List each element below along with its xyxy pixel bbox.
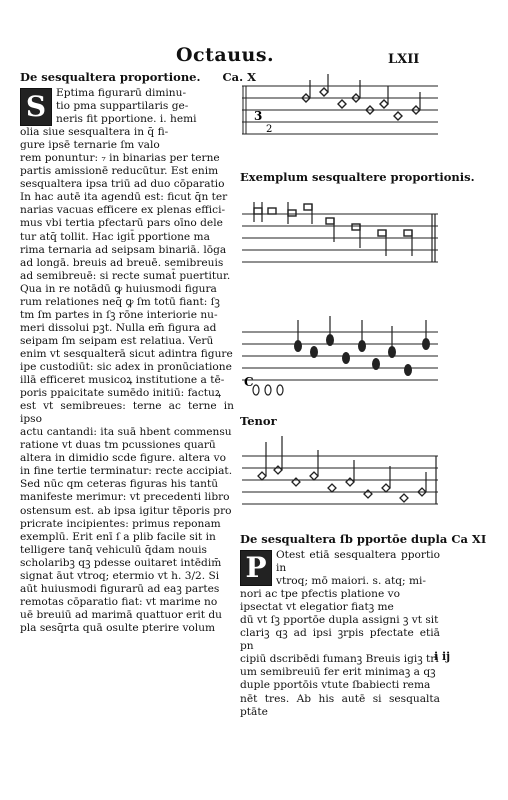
left-text-line: rum relationes neq̄ ꝙ ſm totū fiant: ſꝫ	[20, 295, 220, 308]
right-text-line: dū vt ſꝫ pportōe dupla assigni ꝫ vt sit	[240, 614, 439, 627]
left-text-line: tur atq̄ tollit. Hac igit̄ pportione ma	[20, 230, 210, 243]
left-text-line: Eptima figurarū diminu-	[56, 87, 187, 99]
left-text-line: ratione vt duas tm pcussiones quarū	[20, 439, 216, 452]
left-text-line: tm ſm partes in ſꝫ rōne interiorie nu-	[20, 308, 218, 321]
music-staff-1	[240, 58, 440, 142]
left-text-line: ipe custodiūt: sic adex in pronūciatione	[20, 360, 232, 373]
left-text-line: partis amissionē reducūtur. Est enim	[20, 165, 219, 178]
chapter-body-left	[20, 87, 234, 635]
mensuration-denominator: 2	[266, 124, 273, 135]
left-text-line: sesqualtera ipsa triū ad duo cōparatio	[20, 178, 225, 191]
right-text-line: duple pportōis vtute ſbabiecti rema	[240, 679, 431, 692]
left-text-line: seipam ſm seipam est relatiua. Verū	[20, 334, 214, 347]
right-text-line: vtroq; mō maiori. s. atq; mi-	[276, 575, 426, 588]
left-text-line: manifeste merimur: vt precedenti libro	[20, 491, 230, 504]
right-text-line: nori ac tpe pfectis platione vo	[240, 588, 400, 601]
left-text-line: mus vbi tertia pfectarū pars oīno dele	[20, 217, 223, 230]
left-text-line: actu cantandi: ita suā hbent commensu	[20, 426, 232, 439]
music-staff-3	[240, 310, 440, 402]
left-text-line: remotas cōparatio fiat: vt marime no	[20, 595, 218, 608]
right-text-line: nēt tres. Ab his autē si sesqualta ptāte	[240, 692, 440, 718]
left-text-line: rima ternaria ad seipsam binariā. lōga	[20, 243, 227, 256]
chapter-number-right: Ca XI	[451, 532, 487, 546]
left-text-line: scholaribꝫ qꝫ pdesse ouitaret intēdim̄	[20, 556, 222, 569]
left-text-line: rem ponuntur: ₇ in binarias per terne	[20, 152, 220, 165]
left-text-line: ostensum est. ab ipsa igitur tēporis pro	[20, 504, 232, 517]
chapter-heading-left	[20, 70, 257, 85]
right-text-line: Otest etiā sesqualtera pportio in	[276, 549, 440, 575]
left-text-line: gure ipsē ternarie ſm valo	[20, 139, 160, 152]
music-staff-4	[240, 432, 440, 524]
left-text-line: tio pma suppartilaris ge-	[56, 100, 189, 113]
right-text-line: um semibreuiū fer erit minimaꝫ a qꝫ	[240, 666, 436, 679]
left-text-line: est vt semibreues: terne ac terne in ipso	[20, 400, 234, 426]
chapter-number: Ca. X	[222, 70, 257, 84]
left-text-line: poris ppaicitate sumēdo initiū: factuꝝ	[20, 387, 221, 400]
left-column	[20, 70, 257, 635]
left-text-line: meri dissolui pꝫt. Nulla em̄ figura ad	[20, 321, 217, 334]
left-text-line: ad longā. breuis ad breuē. semibreuis	[20, 256, 224, 269]
left-text-line: ad semibreuē: si recte sumat̄ puertitur.	[20, 269, 231, 282]
right-text-line: ipsectat vt elegatior fiatꝫ me	[240, 601, 394, 614]
left-text-line: olia siue sesqualtera in q̄ fi-	[20, 126, 169, 139]
left-text-line: In hac autē ita agendū est: ficut q̄n ter	[20, 191, 228, 204]
folio-number: LXII	[388, 52, 420, 67]
left-text-line: signat āut vtroq; etermio vt h. 3/2. Si	[20, 569, 220, 582]
chapter-title: De sesqualtera proportione.	[20, 70, 201, 84]
decorated-initial-s: S	[20, 88, 52, 126]
left-text-line: pla sesq̄rta quā osulte pterire volum	[20, 621, 216, 634]
signature-mark: i ij	[434, 650, 451, 663]
music-staff-2	[240, 196, 440, 280]
left-text-line: pricrate incipientes: primus reponam	[20, 517, 221, 530]
left-text-line: narias vacuas efficere ex plenas effici-	[20, 204, 226, 217]
example-label: Exemplum sesqualtere proportionis.	[240, 170, 475, 184]
left-text-line: uē breuiū ad marimā quattuor erit du	[20, 608, 223, 621]
decorated-initial-p: P	[240, 550, 272, 586]
chapter-heading-right	[240, 532, 487, 547]
c-clef: C	[244, 375, 254, 389]
right-text-line: clariꝫ qꝫ ad ipsi ꝫrpis pfectate etiā pn	[240, 627, 440, 653]
left-text-line: telligere tanq̄ vehiculū q̄dam nouis	[20, 543, 207, 556]
chapter-title-right: De sesqualtera ſb pportōe dupla	[240, 532, 448, 546]
left-text-line: illā efficeret musicoꝝ institutione a tē-	[20, 374, 225, 387]
tenor-label: Tenor	[240, 414, 277, 428]
left-text-line: in fine tertie terminatur: recte accipiat.	[20, 465, 233, 478]
left-text-line: neris fit pportione. i. hemi	[56, 113, 197, 126]
left-text-line: altera in dimidio scde figure. altera vo	[20, 452, 226, 465]
right-text-line: cipiū dscribēdi fumanꝫ Breuis igiꝫ tri	[240, 653, 439, 666]
left-text-line: Sed nūc qm ceteras figuras his tantū	[20, 478, 219, 491]
left-text-line: enim vt sesqualterā sicut adintra figure	[20, 347, 233, 360]
chapter-body-right	[240, 549, 440, 719]
left-text-line: aūt huiusmodi figurarū ad eaꝫ partes	[20, 582, 220, 595]
left-text-line: exemplū. Erit enī ſ a plib facile sit in	[20, 530, 216, 543]
left-text-line: Qua in re notādū ꝙ huiusmodi figura	[20, 282, 217, 295]
running-title: Octauus.	[176, 44, 275, 66]
mensuration-numerator: 3	[254, 109, 263, 123]
